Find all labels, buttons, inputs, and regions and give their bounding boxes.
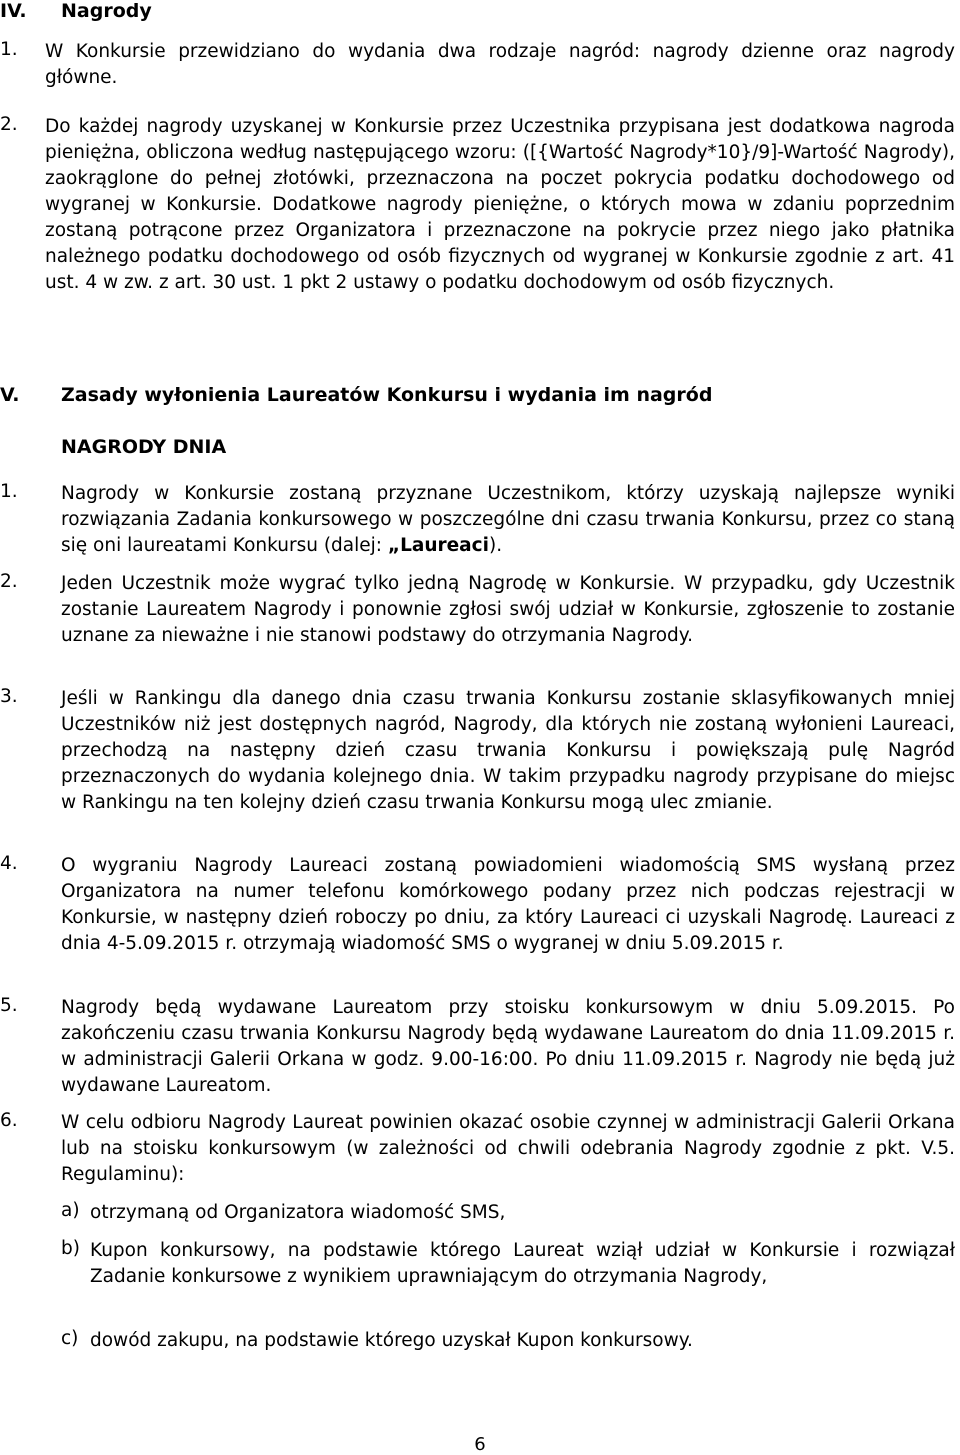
item-text: Nagrody będą wydawane Laureatom przy stoisku konkursowym w dniu 5.09.2015. Po zakończeniu czasu trwania Konkursu Nagrody będą wydawane Laureatom do dnia 11.09.2015 r. w administracji Galerii Orkana w godz. 9.00-16:00. Po dniu 11.09.2015 r. Nagrody nie będą już wydawane Laureatom. [61,997,955,1096]
item-text: Do każdej nagrody uzyskanej w Konkursie przez Uczestnika przypisana jest dodatkowa nagroda pieniężna, obliczona według następującego wzoru: ([{Wartość Nagrody*10}/9]-Wartość Nagrody), zaokrąglone do pełnej złotówki, przeznaczona na poczet pokrycia podatku dochodowego od wygranej w Konkursie. Dodatkowe nagrody pieniężne, o których mowa w zdaniu poprzednim zostaną potrącone przez Organizatora i przeznaczone na pokrycie przez niego jako płatnika należnego podatku dochodowego od osób fizycznych od wygranej w Konkursie zgodnie z art. 41 ust. 4 w zw. z art. 30 ust. 1 pkt 2 ustawy o podatku dochodowym od osób fizycznych. [45,116,955,293]
section-iv-title: Nagrody [61,0,152,22]
item-number: 3. [0,686,18,707]
subitem-letter: c) [61,1328,79,1349]
section-v-subtitle: NAGRODY DNIA [61,436,227,458]
subitem-text: dowód zakupu, na podstawie którego uzyskał Kupon konkursowy. [90,1330,693,1351]
item-number: 4. [0,853,18,874]
section-v-item-4 [0,853,955,957]
item-number: 1. [0,481,18,502]
item-text: Nagrody w Konkursie zostaną przyznane Uczestnikom, którzy uzyskają najlepsze wyniki rozwiązania Zadania konkursowego w poszczególne dni czasu trwania Konkursu, przez co staną się oni laureatami Konkursu (dalej: „Laureaci). [61,483,955,556]
item-number: 2. [0,114,18,135]
page-number: 6 [474,1434,486,1455]
section-iv-item-1 [0,39,955,91]
item-text: W celu odbioru Nagrody Laureat powinien okazać osobie czynnej w administracji Galerii Orkana lub na stoisku konkursowym (w zależności od chwili odebrania Nagrody zgodnie z pkt. V.5. Regulaminu): [61,1112,955,1185]
laureaci-term: „Laureaci [387,535,489,556]
section-v-item-1 [0,481,955,559]
section-v-item-3 [0,686,955,816]
subitem-c [61,1328,955,1354]
item-text: Jeden Uczestnik może wygrać tylko jedną Nagrodę w Konkursie. W przypadku, gdy Uczestnik zostanie Laureatem Nagrody i ponownie zgłosi swój udział w Konkursie, zgłoszenie to zostanie uznane za nieważne i nie stanowi podstawy do otrzymania Nagrody. [61,573,955,646]
subitem-a [61,1200,955,1226]
item-number: 5. [0,995,18,1016]
item-text: Jeśli w Rankingu dla danego dnia czasu trwania Konkursu zostanie sklasyfikowanych mniej Uczestników niż jest dostępnych nagród, Nagrody, dla których nie zostaną wyłonieni Laureaci, przechodzą na następny dzień czasu trwania Konkursu i powiększają pulę Nagród przeznaczonych do wydania kolejnego dnia. W takim przypadku nagrody przypisane do miejsc w Rankingu na ten kolejny dzień czasu trwania Konkursu mogą ulec zmianie. [61,688,955,813]
section-v-number: V. [0,384,20,406]
subitem-letter: a) [61,1200,80,1221]
section-v-item-2 [0,571,955,649]
section-v-item-6 [0,1110,955,1188]
subitem-b [61,1238,955,1290]
section-iv-number: IV. [0,0,27,22]
section-v-heading [0,384,712,406]
item-text: O wygraniu Nagrody Laureaci zostaną powiadomieni wiadomością SMS wysłaną przez Organizatora na numer telefonu komórkowego podany przez nich podczas rejestracji w Konkursie, w następny dzień roboczy po dniu, za który Laureaci ci uzyskali Nagrodę. Laureaci z dnia 4-5.09.2015 r. otrzymają wiadomość SMS o wygranej w dniu 5.09.2015 r. [61,855,955,954]
item-number: 1. [0,39,18,60]
subitem-text: Kupon konkursowy, na podstawie którego Laureat wziął udział w Konkursie i rozwiązał Zadanie konkursowe z wynikiem uprawniającym do otrzymania Nagrody, [90,1240,955,1287]
section-iv-item-2 [0,114,955,296]
section-iv-heading [0,0,152,22]
item-number: 6. [0,1110,18,1131]
section-v-title: Zasady wyłonienia Laureatów Konkursu i wydania im nagród [61,384,713,406]
subitem-letter: b) [61,1238,80,1259]
section-v-item-5 [0,995,955,1099]
item-number: 2. [0,571,18,592]
subitem-text: otrzymaną od Organizatora wiadomość SMS, [90,1202,506,1223]
item-text: W Konkursie przewidziano do wydania dwa rodzaje nagród: nagrody dzienne oraz nagrody główne. [45,41,955,88]
